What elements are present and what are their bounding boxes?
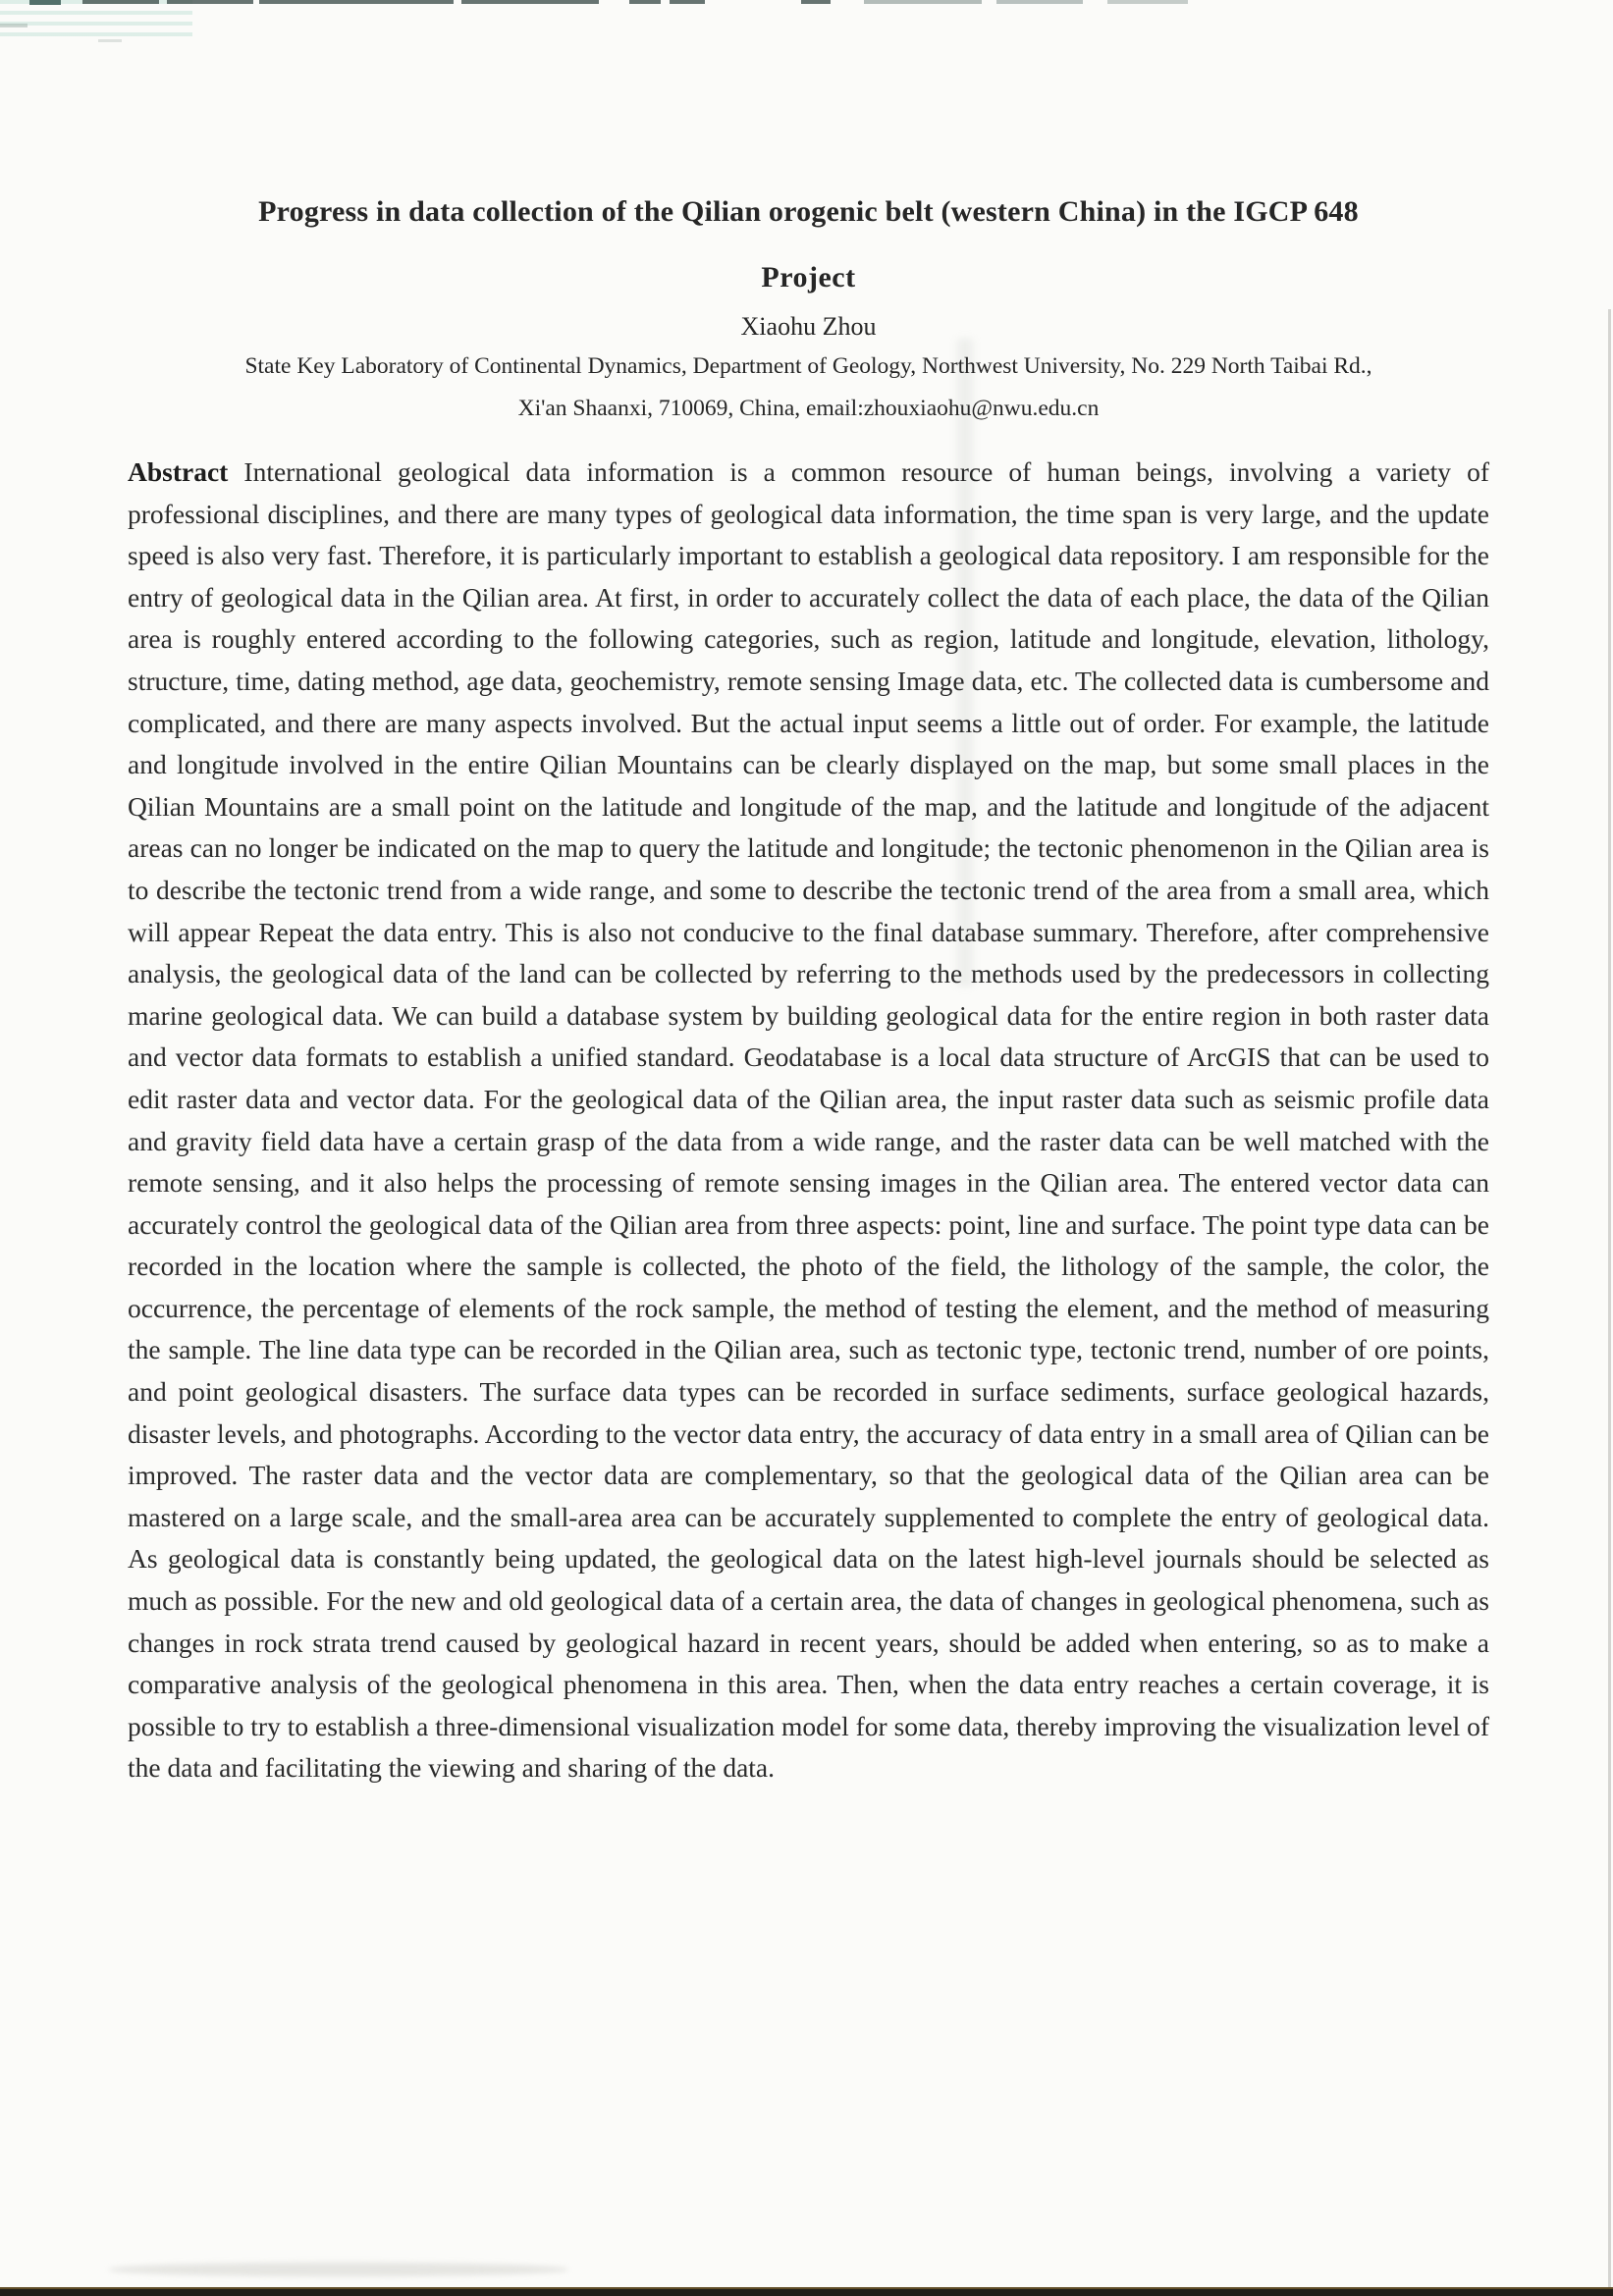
author-name: Xiaohu Zhou bbox=[740, 312, 877, 341]
abstract-text: International geological data information is a common resource of human beings, involving a variety of professional disciplines, and there are many types of geological data information, the time span is very large, and the update speed is also very fast. Therefore, it is particularly important to establish a geological data repository. I am responsible for the entry of geological data in the Qilian area. At first, in order to accurately collect the data of each place, the data of the Qilian area is roughly entered according to the following categories, such as region, latitude and longitude, elevation, lithology, structure, time, dating method, age data, geochemistry, remote sensing Image data, etc. The collected data is cumbersome and complicated, and there are many aspects involved. But the actual input seems a little out of order. For example, the latitude and longitude involved in the entire Qilian Mountains can be clearly displayed on the map, but some small places in the Qilian Mountains are a small point on the latitude and longitude of the map, and the latitude and longitude of the adjacent areas can no longer be indicated on the map to query the latitude and longitude; the tectonic phenomenon in the Qilian area is to describe the tectonic trend from a wide range, and some to describe the tectonic trend of the area from a small area, which will appear Repeat the data entry. This is also not conducive to the final database summary. Therefore, after comprehensive analysis, the geological data of the land can be collected by referring to the methods used by the predecessors in collecting marine geological data. We can build a database system by building geological data for the entire region in both raster data and vector data formats to establish a unified standard. Geodatabase is a local data structure of ArcGIS that can be used to edit raster data and vector data. For the geological data of the Qilian area, the input raster data such as seismic profile data and gravity field data have a certain grasp of the data from a wide range, and the raster data can be well matched with the remote sensing, and it also helps the processing of remote sensing images in the Qilian area. The entered vector data can accurately control the geological data of the Qilian area from three aspects: point, line and surface. The point type data can be recorded in the location where the sample is collected, the photo of the field, the lithology of the sample, the color, the occurrence, the percentage of elements of the rock sample, the method of testing the element, and the method of measuring the sample. The line data type can be recorded in the Qilian area, such as tectonic type, tectonic trend, number of ore points, and point geological disasters. The surface data types can be recorded in surface sediments, surface geological hazards, disaster levels, and photographs. According to the vector data entry, the accuracy of data entry in a small area of Qilian can be improved. The raster data and the vector data are complementary, so that the geological data of the Qilian area can be mastered on a large scale, and the small-area area can be accurately supplemented to complete the entry of geological data. As geological data is constantly being updated, the geological data on the latest high-level journals should be selected as much as possible. For the new and old geological data of a certain area, the data of changes in geological phenomena, such as changes in rock strata trend caused by geological hazard in recent years, should be added when entering, so as to make a comparative analysis of the geological phenomena in this area. Then, when the data entry reaches a certain coverage, it is possible to try to establish a three-dimensional visualization model for some data, thereby improving the visualization level of the data and facilitating the viewing and sharing of the data. bbox=[128, 456, 1490, 1784]
affiliation-line1: State Key Laboratory of Continental Dynamics, Department of Geology, Northwest University, No. 229 North Taibai Rd., bbox=[244, 353, 1372, 379]
paper-title-line2: Project bbox=[761, 261, 856, 294]
scan-artifact-bottom-bar bbox=[0, 2287, 1613, 2296]
abstract-paragraph bbox=[128, 452, 1489, 1789]
scan-artifact-top-dash bbox=[0, 24, 27, 27]
document-content bbox=[128, 0, 1489, 1789]
scan-artifact-top-dash bbox=[29, 0, 61, 5]
scan-artifact-right-edge-line bbox=[1608, 309, 1611, 2288]
paper-title-line1: Progress in data collection of the Qilian orogenic belt (western China) in the IGCP 648 bbox=[258, 195, 1359, 228]
affiliation-line2: Xi'an Shaanxi, 710069, China, email:zhouxiaohu@nwu.edu.cn bbox=[517, 396, 1100, 421]
scan-artifact-bottom-smudge bbox=[108, 2263, 569, 2276]
abstract-label: Abstract bbox=[128, 456, 229, 487]
scan-artifact-top-dash bbox=[98, 39, 122, 42]
